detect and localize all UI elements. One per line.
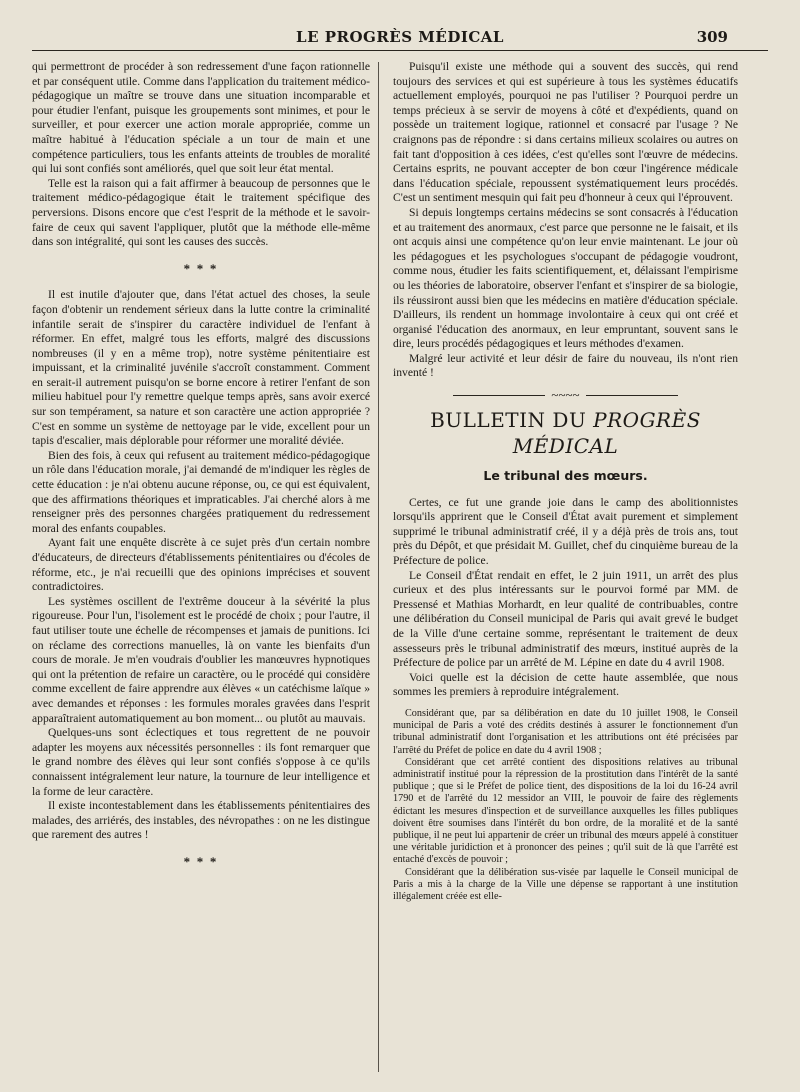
paragraph: Il existe incontestablement dans les établissements pénitentiaires des malades, des arriérés, des instables, des névropathes : on ne les distingue que rarement des autres !: [32, 799, 370, 842]
paragraph: qui permettront de procéder à son redressement d'une façon rationnelle et par conséquent utile. Comme dans l'application du traitement médico-pédagogique un maître se trouve dans une situation incomparable et pour étudier l'enfant, puisque les groupements sont minimes, et pour le surveiller, et pour exercer une action morale appropriée, comme un maître habitué à l'éducation spéciale a un tour de main et une compétence particuliers, tous les enfants atteints de troubles de moralité qui lui sont confiés sont améliorés, quel que soit leur état mental.: [32, 60, 370, 176]
decision-paragraph: Considérant que cet arrêté contient des dispositions relatives au tribunal administratif institué pour la répression de la prostitution dans l'intérêt de la santé publique ; que si le Préfet de police tient, des dispositions de la loi du 16-24 avril 1790 et de l'arrêté du 12 messidor an VIII, le pouvoir de faire des règlements édictant les mesures d'inspection et de surveillance auxquelles les filles publiques doivent être soumises dans l'intérêt du bon ordre, de la moralité et de la santé publique, il ne peut lui appartenir de créer un tribunal des mœurs appelé à constituer une véritable juridiction et à prononcer des peines ; qu'il suit de là que l'arrêté est entaché d'excès de pouvoir ;: [393, 756, 738, 866]
section-title: Le tribunal des mœurs.: [483, 468, 648, 484]
ornament-squiggle: ~~~~: [545, 389, 585, 401]
paragraph: Si depuis longtemps certains médecins se sont consacrés à l'éducation et au traitement des anormaux, c'est parce que personne ne le faisait, et ils ont acquis ainsi une compétence qu'on leur envie maintenant. Le jour où les pédagogues et les psychologues s'occupant de pédagogie voudront, comme nous, étudier les faits scientifiquement, et, délaissant l'empirisme ou les théories de laboratoire, observer l'enfant et s'inspirer de sa biologie, ils réussiront aussi bien que les médecins en matière d'éducation spéciale. D'ailleurs, ils rendent un hommage involontaire à ceux qui ont créé et organisé l'éducation des anormaux, en leur empruntant, souvent sans le dire, leurs procédés pédagogiques et leurs méthodes d'examen.: [393, 205, 738, 351]
page-number: 309: [696, 28, 728, 46]
bulletin-heading: [393, 407, 738, 459]
paragraph: Les systèmes oscillent de l'extrême douceur à la sévérité la plus rigoureuse. Pour l'un, l'isolement est le procédé de choix ; pour l'autre, il faut utiliser toute une échelle de récompenses et jamais de punitions. Ici on réclame des corrections manuelles, là on vante les bienfaits d'un cours de morale. Je m'en voudrais d'oublier les manœuvres hypnotiques qui ont la prétention de refaire un caractère, ou le procédé qui considère comme excellent de faire apprendre aux élèves « un catéchisme laïque » avec demandes et réponses : les formules morales gravées dans l'esprit apparaîtraient automatiquement au bon moment... ou plutôt au mauvais.: [32, 594, 370, 725]
paragraph: Malgré leur activité et leur désir de faire du nouveau, ils n'ont rien inventé !: [393, 351, 738, 380]
header-rule: [32, 50, 768, 51]
decision-paragraph: Considérant que, par sa délibération en date du 10 juillet 1908, le Conseil municipal de Paris a voté des crédits destinés à assurer le fonctionnement d'un tribunal administratif dont l'organisation et les attributions ont été précisées par l'arrêté du Préfet de police en date du 4 avril 1908 ;: [393, 707, 738, 756]
column-divider: [378, 62, 379, 1072]
asterism: * * *: [183, 853, 219, 869]
paragraph: Il est inutile d'ajouter que, dans l'état actuel des choses, la seule façon d'obtenir un rendement sérieux dans la lutte contre la criminalité infantile serait de s'inspirer du caractère individuel de l'enfant à réformer. En effet, malgré tous les efforts, malgré des discussions nombreuses (il y en a même trop), notre système pénitentiaire est impuissant, et la criminalité juvénile s'accroît constamment. Comment en serait-il autrement puisqu'on se borne encore à retirer l'enfant de son milieu habituel pour l'y remettre quelque temps après, sans avoir exercé sur son tempérament, sa nature et son caractère une action appropriée ? C'est en somme un système de nettoyage par le vide, excellent pour un tapis d'escalier, mais déplorable pour réformer une moralité déviée.: [32, 288, 370, 448]
paragraph: Quelques-uns sont éclectiques et tous regrettent de ne pouvoir adapter les moyens aux nécessités personnelles : ils font remarquer que le grand nombre des élèves qui leur sont confiés s'oppose à ce qu'ils connaissent intégralement leur nature, la tournure de leur intelligence et la forme de leur caractère.: [32, 726, 370, 798]
paragraph: Puisqu'il existe une méthode qui a souvent des succès, qui rend toujours des services et qui est supérieure à tous les systèmes éducatifs actuellement employés, pourquoi ne pas l'utiliser ? Pourquoi perdre un temps précieux à se servir de moyens à côté et d'expédients, quand on possède un traitement logique, rationnel et consacré par l'usage ? Ne craignons pas de répondre : si dans certains milieux scolaires ou autres on fait tant d'opposition à ces idées, c'est qu'elles sont l'œuvre de médecins. Certains esprits, ne pouvant accepter de bon cœur l'ingérence médicale dans l'éducation spéciale, repoussent systématiquement leurs procédés. C'est un sentiment mesquin qui fait peu d'honneur à ceux qui l'éprouvent.: [393, 60, 738, 205]
decision-text: [393, 708, 738, 903]
bulletin-heading-title: PROGRÈS MÉDICAL: [512, 408, 701, 459]
left-column: [32, 60, 370, 881]
paragraph: Telle est la raison qui a fait affirmer à beaucoup de personnes que le traitement médico-pédagogique était le traitement spécifique des perversions. Disons encore que c'est l'esprit de la méthode et le savoir-faire de ceux qui savent l'appliquer, plutôt que la méthode elle-même dans son intégralité, qui sont les causes des succès.: [32, 176, 370, 249]
asterism: * * *: [183, 260, 219, 276]
paragraph: Certes, ce fut une grande joie dans le camp des abolitionnistes lorsqu'ils apprirent que le Conseil d'État avait purement et simplement supprimé le tribunal administratif créé, il y a déjà près de trois ans, tout près du Dépôt, et que présidait M. Guillet, chef du cinquième bureau de la Préfecture de police.: [393, 495, 738, 568]
paragraph: Ayant fait une enquête discrète à ce sujet près d'un certain nombre d'éducateurs, de directeurs d'établissements pénitentiaires ou d'écoles de réforme, etc., je n'ai recueilli que des opinions imprécises et souvent contradictoires.: [32, 536, 370, 594]
bulletin-heading-prefix: BULLETIN DU: [430, 408, 587, 433]
section-ornament: [393, 389, 738, 401]
paragraph: Le Conseil d'État rendait en effet, le 2 juin 1911, un arrêt des plus curieux et des plus intéressants sur le pourvoi formé par MM. de Pressensé et Mathias Morhardt, en leur qualité de contribuables, contre une délibération du Conseil municipal de Paris qui avait grevé le budget de la Ville d'une certaine somme, représentant le traitement de deux assesseurs près le tribunal administratif des mœurs, institué auprès de la Préfecture de police par un arrêté de M. Lépine en date du 4 avril 1908.: [393, 568, 738, 670]
paragraph: Bien des fois, à ceux qui refusent au traitement médico-pédagogique un rôle dans l'éducation morale, j'ai demandé de m'indiquer les règles de cette éducation : je n'ai obtenu aucune réponse, ou, ce qui est équivalent, que des affirmations théoriques et impraticables. J'ai cherché alors à me renseigner près des personnes chargées pratiquement du redressement moral des enfants coupables.: [32, 448, 370, 535]
page-header: [0, 28, 800, 52]
decision-paragraph: Considérant que la délibération sus-visée par laquelle le Conseil municipal de Paris a mis à la charge de la Ville une dépense se rapportant à une institution illégalement créée est elle-: [393, 866, 738, 903]
right-column: [393, 60, 738, 903]
running-title: LE PROGRÈS MÉDICAL: [296, 28, 504, 46]
paragraph: Voici quelle est la décision de cette haute assemblée, que nous sommes les premiers à reproduire intégralement.: [393, 670, 738, 699]
